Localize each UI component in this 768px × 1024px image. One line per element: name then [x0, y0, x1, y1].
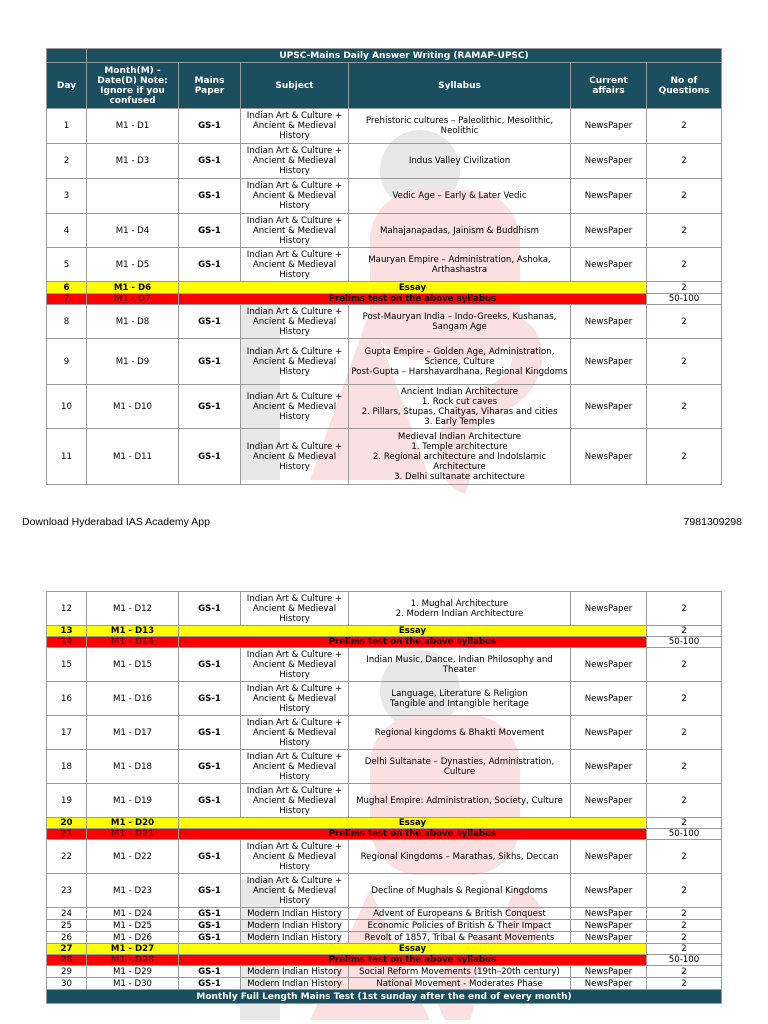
- day-cell: 21: [47, 829, 87, 840]
- paper-cell: GS-1: [179, 248, 241, 282]
- header-current-affairs: Current affairs: [571, 63, 647, 109]
- current-affairs-cell: NewsPaper: [571, 978, 647, 990]
- date-cell: M1 - D23: [87, 874, 179, 908]
- table-row: [47, 248, 722, 282]
- header-subject: Subject: [241, 63, 349, 109]
- day-cell: 22: [47, 840, 87, 874]
- day-cell: 14: [47, 637, 87, 648]
- day-cell: 18: [47, 750, 87, 784]
- day-cell: 17: [47, 716, 87, 750]
- paper-cell: GS-1: [179, 109, 241, 144]
- date-cell: M1 - D27: [87, 944, 179, 955]
- subject-cell: Indian Art & Culture + Ancient & Medieval History: [241, 214, 349, 248]
- questions-cell: 50-100: [647, 955, 722, 966]
- subject-cell: Indian Art & Culture + Ancient & Medieval History: [241, 716, 349, 750]
- date-cell: M1 - D5: [87, 248, 179, 282]
- day-cell: 25: [47, 920, 87, 932]
- syllabus-cell: Language, Literature & Religion Tangible and Intangible heritage: [349, 682, 571, 716]
- questions-cell: 2: [647, 648, 722, 682]
- essay-label: Essay: [179, 818, 647, 829]
- subject-cell: Modern Indian History: [241, 966, 349, 978]
- table-row: [47, 637, 722, 648]
- current-affairs-cell: NewsPaper: [571, 840, 647, 874]
- current-affairs-cell: NewsPaper: [571, 305, 647, 339]
- questions-cell: 2: [647, 920, 722, 932]
- date-cell: [87, 179, 179, 214]
- syllabus-cell: National Movement - Moderates Phase: [349, 978, 571, 990]
- date-cell: M1 - D25: [87, 920, 179, 932]
- current-affairs-cell: NewsPaper: [571, 750, 647, 784]
- monthly-test-banner-row: [47, 990, 722, 1004]
- day-cell: 5: [47, 248, 87, 282]
- syllabus-cell: 1. Mughal Architecture 2. Modern Indian Architecture: [349, 592, 571, 626]
- current-affairs-cell: NewsPaper: [571, 920, 647, 932]
- table-row: [47, 144, 722, 179]
- day-cell: 26: [47, 932, 87, 944]
- date-cell: M1 - D28: [87, 955, 179, 966]
- paper-cell: GS-1: [179, 966, 241, 978]
- day-cell: 16: [47, 682, 87, 716]
- current-affairs-cell: NewsPaper: [571, 248, 647, 282]
- day-cell: 23: [47, 874, 87, 908]
- table-title-row: [47, 49, 722, 63]
- subject-cell: Indian Art & Culture + Ancient & Medieval History: [241, 750, 349, 784]
- syllabus-cell: Post-Mauryan India – Indo-Greeks, Kushanas, Sangam Age: [349, 305, 571, 339]
- paper-cell: GS-1: [179, 716, 241, 750]
- syllabus-cell: Social Reform Movements (19th–20th century): [349, 966, 571, 978]
- paper-cell: GS-1: [179, 682, 241, 716]
- schedule-table-page2: [46, 591, 722, 1004]
- column-header-row: [47, 63, 722, 109]
- subject-cell: Indian Art & Culture + Ancient & Medieval History: [241, 648, 349, 682]
- questions-cell: 2: [647, 944, 722, 955]
- paper-cell: GS-1: [179, 840, 241, 874]
- subject-cell: Indian Art & Culture + Ancient & Medieval History: [241, 179, 349, 214]
- subject-cell: Indian Art & Culture + Ancient & Medieval History: [241, 248, 349, 282]
- paper-cell: GS-1: [179, 750, 241, 784]
- date-cell: M1 - D30: [87, 978, 179, 990]
- date-cell: M1 - D1: [87, 109, 179, 144]
- syllabus-cell: Decline of Mughals & Regional Kingdoms: [349, 874, 571, 908]
- subject-cell: Indian Art & Culture + Ancient & Medieval History: [241, 385, 349, 429]
- questions-cell: 2: [647, 385, 722, 429]
- table-row: [47, 784, 722, 818]
- table-row: [47, 682, 722, 716]
- subject-cell: Indian Art & Culture + Ancient & Medieval History: [241, 144, 349, 179]
- date-cell: M1 - D22: [87, 840, 179, 874]
- day-cell: 9: [47, 339, 87, 385]
- day-cell: 6: [47, 282, 87, 294]
- day-cell: 8: [47, 305, 87, 339]
- table-row: [47, 966, 722, 978]
- paper-cell: GS-1: [179, 339, 241, 385]
- table-row: [47, 648, 722, 682]
- date-cell: M1 - D29: [87, 966, 179, 978]
- table-row: [47, 944, 722, 955]
- table-row: [47, 429, 722, 485]
- syllabus-cell: Advent of Europeans & British Conquest: [349, 908, 571, 920]
- header-syllabus: Syllabus: [349, 63, 571, 109]
- table-row: [47, 829, 722, 840]
- questions-cell: 2: [647, 908, 722, 920]
- questions-cell: 2: [647, 626, 722, 637]
- current-affairs-cell: NewsPaper: [571, 932, 647, 944]
- date-cell: M1 - D24: [87, 908, 179, 920]
- paper-cell: GS-1: [179, 385, 241, 429]
- questions-cell: 2: [647, 682, 722, 716]
- table-row: [47, 305, 722, 339]
- day-cell: 1: [47, 109, 87, 144]
- day-cell: 4: [47, 214, 87, 248]
- questions-cell: 2: [647, 144, 722, 179]
- header-month-date: Month(M) - Date(D) Note: Ignore if you confused: [87, 63, 179, 109]
- questions-cell: 50-100: [647, 637, 722, 648]
- questions-cell: 2: [647, 339, 722, 385]
- date-cell: M1 - D13: [87, 626, 179, 637]
- paper-cell: GS-1: [179, 179, 241, 214]
- syllabus-cell: Regional Kingdoms – Marathas, Sikhs, Deccan: [349, 840, 571, 874]
- current-affairs-cell: NewsPaper: [571, 144, 647, 179]
- subject-cell: Indian Art & Culture + Ancient & Medieval History: [241, 339, 349, 385]
- questions-cell: 2: [647, 179, 722, 214]
- date-cell: M1 - D15: [87, 648, 179, 682]
- date-cell: M1 - D4: [87, 214, 179, 248]
- table-row: [47, 109, 722, 144]
- paper-cell: GS-1: [179, 592, 241, 626]
- questions-cell: 2: [647, 716, 722, 750]
- current-affairs-cell: NewsPaper: [571, 592, 647, 626]
- prelims-label: Prelims test on the above syllabus: [179, 294, 647, 305]
- questions-cell: 2: [647, 978, 722, 990]
- questions-cell: 2: [647, 966, 722, 978]
- paper-cell: GS-1: [179, 908, 241, 920]
- date-cell: M1 - D19: [87, 784, 179, 818]
- footer-phone: 7981309298: [683, 516, 742, 528]
- header-mains-paper: Mains Paper: [179, 63, 241, 109]
- subject-cell: Indian Art & Culture + Ancient & Medieval History: [241, 109, 349, 144]
- table-body: [47, 592, 722, 1004]
- questions-cell: 2: [647, 932, 722, 944]
- day-cell: 15: [47, 648, 87, 682]
- day-cell: 28: [47, 955, 87, 966]
- questions-cell: 2: [647, 248, 722, 282]
- header-day: Day: [47, 63, 87, 109]
- syllabus-cell: Mauryan Empire – Administration, Ashoka, Arthashastra: [349, 248, 571, 282]
- prelims-label: Prelims test on the above syllabus: [179, 637, 647, 648]
- questions-cell: 2: [647, 429, 722, 485]
- table-row: [47, 874, 722, 908]
- date-cell: M1 - D20: [87, 818, 179, 829]
- prelims-label: Prelims test on the above syllabus: [179, 955, 647, 966]
- table-row: [47, 908, 722, 920]
- subject-cell: Indian Art & Culture + Ancient & Medieval History: [241, 305, 349, 339]
- day-cell: 12: [47, 592, 87, 626]
- questions-cell: 2: [647, 109, 722, 144]
- subject-cell: Indian Art & Culture + Ancient & Medieval History: [241, 874, 349, 908]
- date-cell: M1 - D18: [87, 750, 179, 784]
- questions-cell: 50-100: [647, 294, 722, 305]
- table-title: UPSC-Mains Daily Answer Writing (RAMAP-UPSC): [87, 49, 722, 63]
- subject-cell: Indian Art & Culture + Ancient & Medieval History: [241, 840, 349, 874]
- table-row: [47, 294, 722, 305]
- table-row: [47, 385, 722, 429]
- syllabus-cell: Regional kingdoms & Bhakti Movement: [349, 716, 571, 750]
- paper-cell: GS-1: [179, 978, 241, 990]
- day-cell: 19: [47, 784, 87, 818]
- syllabus-cell: Indus Valley Civilization: [349, 144, 571, 179]
- day-cell: 2: [47, 144, 87, 179]
- syllabus-cell: Revolt of 1857, Tribal & Peasant Movements: [349, 932, 571, 944]
- current-affairs-cell: NewsPaper: [571, 385, 647, 429]
- paper-cell: GS-1: [179, 874, 241, 908]
- subject-cell: Indian Art & Culture + Ancient & Medieval History: [241, 682, 349, 716]
- questions-cell: 2: [647, 750, 722, 784]
- table-row: [47, 339, 722, 385]
- questions-cell: 2: [647, 874, 722, 908]
- paper-cell: GS-1: [179, 784, 241, 818]
- syllabus-cell: Prehistoric cultures – Paleolithic, Mesolithic, Neolithic: [349, 109, 571, 144]
- table-row: [47, 592, 722, 626]
- day-cell: 3: [47, 179, 87, 214]
- day-cell: 13: [47, 626, 87, 637]
- table-row: [47, 955, 722, 966]
- day-cell: 20: [47, 818, 87, 829]
- current-affairs-cell: NewsPaper: [571, 429, 647, 485]
- footer-download-app: Download Hyderabad IAS Academy App: [22, 516, 210, 528]
- table-row: [47, 626, 722, 637]
- subject-cell: Indian Art & Culture + Ancient & Medieval History: [241, 784, 349, 818]
- syllabus-cell: Mughal Empire: Administration, Society, Culture: [349, 784, 571, 818]
- syllabus-cell: Ancient Indian Architecture 1. Rock cut caves 2. Pillars, Stupas, Chaityas, Viharas and cities 3. Early Temples: [349, 385, 571, 429]
- table-row: [47, 750, 722, 784]
- date-cell: M1 - D10: [87, 385, 179, 429]
- syllabus-cell: Mahajanapadas, Jainism & Buddhism: [349, 214, 571, 248]
- paper-cell: GS-1: [179, 920, 241, 932]
- table-row: [47, 920, 722, 932]
- table-row: [47, 840, 722, 874]
- table-row: [47, 932, 722, 944]
- table-row: [47, 214, 722, 248]
- paper-cell: GS-1: [179, 429, 241, 485]
- table-row: [47, 179, 722, 214]
- questions-cell: 2: [647, 214, 722, 248]
- subject-cell: Modern Indian History: [241, 920, 349, 932]
- date-cell: M1 - D6: [87, 282, 179, 294]
- syllabus-cell: Vedic Age – Early & Later Vedic: [349, 179, 571, 214]
- questions-cell: 2: [647, 305, 722, 339]
- current-affairs-cell: NewsPaper: [571, 908, 647, 920]
- date-cell: M1 - D8: [87, 305, 179, 339]
- date-cell: M1 - D7: [87, 294, 179, 305]
- paper-cell: GS-1: [179, 932, 241, 944]
- monthly-test-banner: Monthly Full Length Mains Test (1st sunday after the end of every month): [47, 990, 722, 1004]
- date-cell: M1 - D14: [87, 637, 179, 648]
- date-cell: M1 - D12: [87, 592, 179, 626]
- syllabus-cell: Delhi Sultanate – Dynasties, Administration, Culture: [349, 750, 571, 784]
- day-cell: 29: [47, 966, 87, 978]
- current-affairs-cell: NewsPaper: [571, 214, 647, 248]
- paper-cell: GS-1: [179, 144, 241, 179]
- current-affairs-cell: NewsPaper: [571, 648, 647, 682]
- day-cell: 7: [47, 294, 87, 305]
- syllabus-cell: Gupta Empire – Golden Age, Administration, Science, Culture Post-Gupta – Harshavardhana, Regional Kingdoms: [349, 339, 571, 385]
- day-cell: 10: [47, 385, 87, 429]
- day-cell: 24: [47, 908, 87, 920]
- current-affairs-cell: NewsPaper: [571, 784, 647, 818]
- table-body: [47, 109, 722, 485]
- syllabus-cell: Indian Music, Dance, Indian Philosophy and Theater: [349, 648, 571, 682]
- current-affairs-cell: NewsPaper: [571, 966, 647, 978]
- table-row: [47, 818, 722, 829]
- essay-label: Essay: [179, 282, 647, 294]
- schedule-table-page1: [46, 48, 722, 485]
- essay-label: Essay: [179, 944, 647, 955]
- date-cell: M1 - D17: [87, 716, 179, 750]
- questions-cell: 2: [647, 282, 722, 294]
- questions-cell: 2: [647, 840, 722, 874]
- day-cell: 11: [47, 429, 87, 485]
- table-row: [47, 716, 722, 750]
- questions-cell: 2: [647, 818, 722, 829]
- paper-cell: GS-1: [179, 648, 241, 682]
- paper-cell: GS-1: [179, 214, 241, 248]
- date-cell: M1 - D21: [87, 829, 179, 840]
- syllabus-cell: Economic Policies of British & Their Impact: [349, 920, 571, 932]
- subject-cell: Modern Indian History: [241, 908, 349, 920]
- date-cell: M1 - D26: [87, 932, 179, 944]
- current-affairs-cell: NewsPaper: [571, 339, 647, 385]
- questions-cell: 2: [647, 592, 722, 626]
- table-row: [47, 282, 722, 294]
- date-cell: M1 - D9: [87, 339, 179, 385]
- essay-label: Essay: [179, 626, 647, 637]
- paper-cell: GS-1: [179, 305, 241, 339]
- header-no-questions: No of Questions: [647, 63, 722, 109]
- day-cell: 30: [47, 978, 87, 990]
- current-affairs-cell: NewsPaper: [571, 109, 647, 144]
- date-cell: M1 - D3: [87, 144, 179, 179]
- questions-cell: 2: [647, 784, 722, 818]
- prelims-label: Prelims test on the above syllabus: [179, 829, 647, 840]
- questions-cell: 50-100: [647, 829, 722, 840]
- subject-cell: Indian Art & Culture + Ancient & Medieval History: [241, 592, 349, 626]
- syllabus-cell: Medieval Indian Architecture 1. Temple architecture 2. Regional architecture and IndoIslamic Architecture 3. Delhi sultanate architecture: [349, 429, 571, 485]
- current-affairs-cell: NewsPaper: [571, 874, 647, 908]
- date-cell: M1 - D16: [87, 682, 179, 716]
- date-cell: M1 - D11: [87, 429, 179, 485]
- table-row: [47, 978, 722, 990]
- day-cell: 27: [47, 944, 87, 955]
- subject-cell: Modern Indian History: [241, 978, 349, 990]
- subject-cell: Modern Indian History: [241, 932, 349, 944]
- current-affairs-cell: NewsPaper: [571, 682, 647, 716]
- subject-cell: Indian Art & Culture + Ancient & Medieval History: [241, 429, 349, 485]
- current-affairs-cell: NewsPaper: [571, 179, 647, 214]
- current-affairs-cell: NewsPaper: [571, 716, 647, 750]
